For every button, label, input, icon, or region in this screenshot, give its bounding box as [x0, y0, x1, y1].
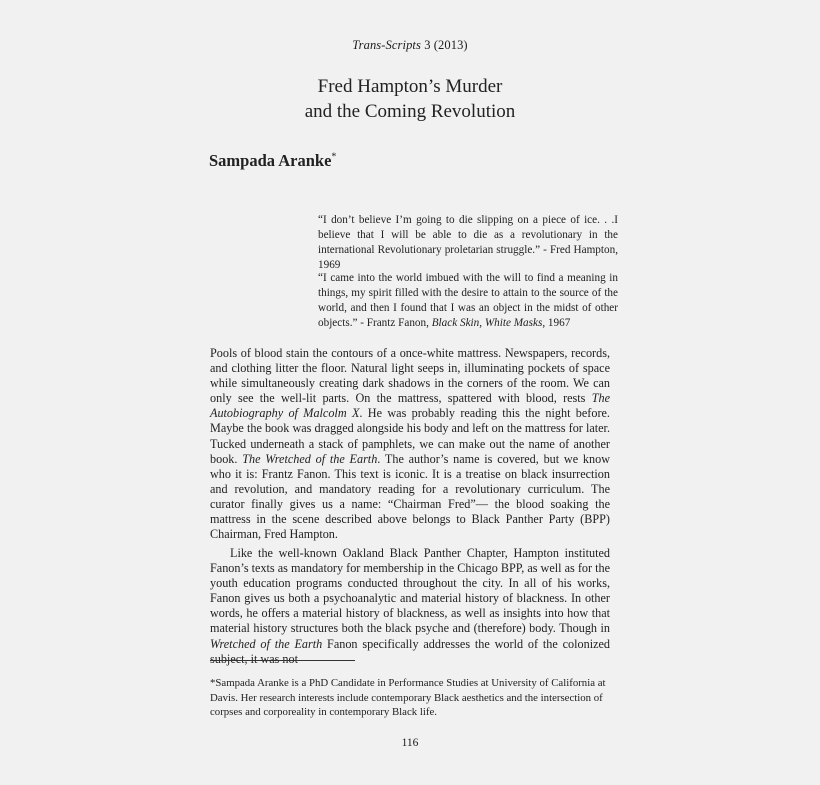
paragraph-text: Like the well-known Oakland Black Panther Chapter, Hampton instituted Fanon’s texts as mandatory for membership in the Chicago BPP, as well as for the youth education programs conducted throughout the city. In all of his works, Fanon gives us both a psychoanalytic and material history of blackness. In other words, he offers a material history of blackness, as well as insights into how that material history structures both the black psyche and (therefore) body. Though in	[210, 546, 610, 636]
author-byline	[209, 151, 336, 171]
book-title: Wretched of the Earth	[210, 636, 323, 651]
title-line-1: Fred Hampton’s Murder	[317, 76, 503, 97]
book-title: The Wretched of the Earth	[242, 451, 378, 466]
paragraph-text: . The author’s name is covered, but we know who it is: Frantz Fanon. This text is iconic. It is a treatise on black insurrection and revolution, and mandatory reading for a revolutionary curriculum. The curator finally gives us a name: “Chairman Fred”— the blood soaking the mattress in the scene described above belongs to Black Panther Party (BPP) Chairman, Fred Hampton.	[210, 451, 611, 542]
epigraph-fanon	[318, 271, 618, 331]
paragraph-text: Fanon specifically addresses the world of the colonized subject, it was not	[210, 636, 610, 666]
epigraph-year: , 1967	[542, 317, 571, 329]
author-name: Sampada Aranke	[209, 151, 332, 170]
epigraph-attribution: - Fred Hampton, 1969	[318, 244, 618, 271]
title-line-2: and the Coming Revolution	[304, 101, 516, 122]
journal-name: Trans-Scripts	[352, 38, 421, 52]
book-title: The Autobiography of Malcolm X	[210, 391, 610, 421]
journal-volume: 3 (2013)	[420, 38, 468, 52]
paragraph-text: Pools of blood stain the contours of a once-white mattress. Newspapers, records, and clothing litter the floor. Natural light seeps in, illuminating pockets of space while simultaneously creating dark shadows in the corners of the room. We can only see the well-lit parts. On the mattress, spattered with blood, rests	[210, 346, 610, 406]
author-footnote: *Sampada Aranke is a PhD Candidate in Performance Studies at University of California at Davis. Her research interests include contemporary Black aesthetics and the intersection of corpses and corporeality in contemporary Black life.	[210, 677, 606, 719]
body-paragraph-1	[210, 346, 610, 542]
paragraph-text: . He was probably reading this the night before. Maybe the book was dragged alongside his body and left on the mattress for later. Tucked underneath a stack of pamphlets, we can make out the name of another book.	[210, 406, 610, 466]
epigraph-quote: “I came into the world imbued with the will to find a meaning in things, my spirit filled with the desire to attain to the source of the world, and then I found that I was an object in the midst of other objects.”	[318, 272, 618, 329]
epigraph-work-title: Black Skin, White Masks	[431, 317, 543, 329]
running-header	[0, 38, 820, 53]
epigraph-hampton	[318, 213, 618, 273]
article-title	[0, 74, 820, 124]
epigraph-quote: “I don’t believe I’m going to die slipping on a piece of ice. . .I believe that I will be able to die as a revolutionary in the international Revolutionary proletarian struggle.”	[318, 214, 618, 256]
body-paragraph-2	[210, 546, 610, 667]
page-number: 116	[401, 737, 419, 749]
footnote-marker: *	[331, 151, 337, 163]
epigraph-attribution: - Frantz Fanon,	[357, 317, 432, 329]
footnote-divider	[210, 660, 355, 661]
